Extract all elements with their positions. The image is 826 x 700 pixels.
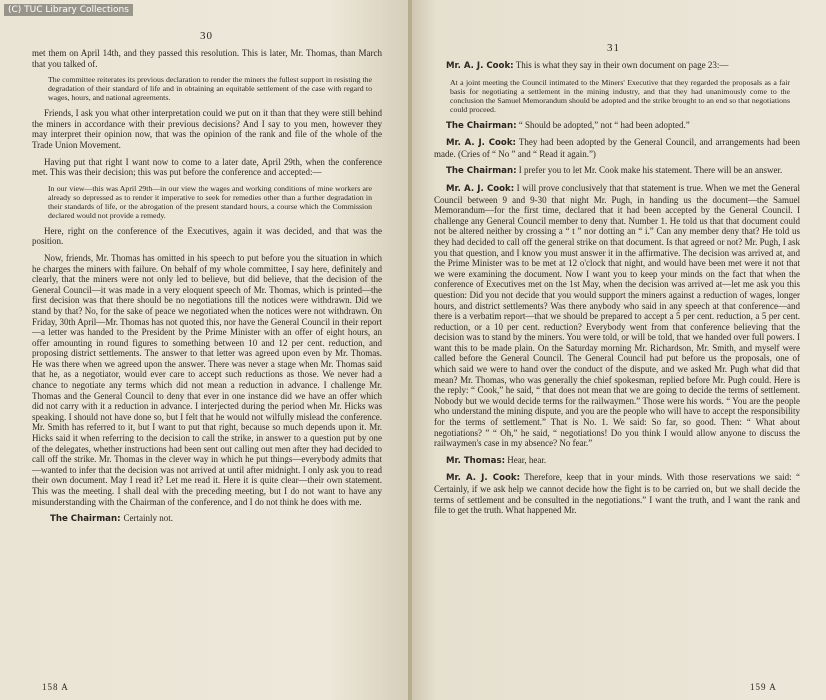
paragraph: Now, friends, Mr. Thomas has omitted in his speech to put before you the situation in which he charges the miners with failure. On behalf of my whole committee, I say here, definitely and clearly, that the miners were not only led to believe, but did believe, that the decision of the General Council—it was made in a very eloquent speech of Mr. Thomas, which is printed—the first decision was that there should be no negotiations till the notices were withdrawn. Did we stand by that? No, for the sake of peace we negotiated when the notices were not withdrawn. On Friday, 30th April—Mr. Thomas has not quoted this, nor have the General Council in their report—a letter was handed to the President by the Prime Minister with an offer of eight hours, an offer amounting in round figures to something between 10 and 12 per cent. reduction, and proposing district settlements. The answer to that letter was agreed upon even by Mr. Thomas. He was there when we agreed upon the answer. There was never a stage when Mr. Thomas said that he, as a negotiator, would ever care to accept such reductions as those. We never had a chance to negotiate any terms which did not mean a reduction in advance. I challenge Mr. Thomas and the General Council to deny that ever in one instance did we have an offer which did not carry with it a reduction in advance. I interjected during the period when Mr. Hicks was speaking. I should not have done so, but I felt that he would not wilfully mislead the conference. Mr. Smith has referred to it, but I want to put that right, because so much depends upon it. Mr. Hicks said it when referring to the decision to call the strike, in answer to a question put by one of the delegates, whether instructions had been sent out calling out men after they had decided to call off the strike. Mr. Thomas in the clever way in which he put things—everybody admits that—wanted to infer that the decision was not arrived at until after midnight. I only ask you to read their own document. May I read it? Let me read it. Here it is quite clear—their own statement. This was the meeting. I shall deal with the preceding meeting, but I do not want to have any misunderstanding with the Chairman of the conference, and I do not think he does with me. — [32, 252, 382, 507]
quoted-resolution: The committee reiterates its previous declaration to render the miners the fullest support in resisting the degradation of their standard of life and in obtaining an equitable settlement of the case with regard to wages, hours, and national agreements. — [48, 75, 372, 103]
speech-text: Therefore, keep that in your minds. With those reservations we said: “ Certainly, if we ask help we cannot decide how the fight is to be carried on, but we shall decide the terms of settlement and be consulted in the negotiations.” I want the truth, and I want the rank and file to get the truth. What happened Mr. — [434, 472, 801, 516]
speech-text: This is what they say in their own document on page 23:— — [515, 60, 729, 70]
left-page-number: 30 — [200, 30, 213, 42]
speaker-name: Mr. A. J. Cook: — [446, 138, 516, 149]
speaker-name: The Chairman: — [446, 120, 517, 131]
paragraph: Friends, I ask you what other interpretation could we put on it than that they were still behind the miners in accordance with their previous decisions? And I say to you men, however they may interpret their opinion now, that was the opinion of the rank and file of the whole of the Trade Union Movement. — [32, 108, 382, 150]
speech-text: They had been adopted by the General Council, and arrangements had been made. (Cries of “ No ” and “ Read it again.”) — [434, 137, 801, 159]
speech-paragraph — [434, 60, 800, 72]
right-page — [412, 0, 826, 700]
speech-text: Certainly not. — [123, 513, 174, 524]
speech-paragraph — [434, 183, 800, 449]
left-page — [0, 0, 410, 700]
quoted-document: At a joint meeting the Council intimated to the Miners' Executive that they regarded the proposals as a fair basis for negotiating a settlement in the mining industry, and that they had unanimously come to the conclusion the Samuel Memorandum should be adopted and the strike brought to an end so that negotiations could proceed. — [450, 77, 790, 114]
speech-text: “ Should be adopted,” not “ had been adopted.” — [518, 119, 690, 130]
paragraph: Here, right on the conference of the Executives, again it was decided, and that was the position. — [32, 225, 382, 247]
speech-paragraph — [434, 137, 800, 159]
speech-text: I will prove conclusively that that statement is true. When we met the General Council between 9 and 9-30 that night Mr. Pugh, in handing us the document—the Samuel Memorandum—for the first time, declared that it had been accepted by the General Council. I challenge any General Council member to deny that. Number 1. He told us that that document could not be altered neither by crossing a “ t ” nor dotting an “ i.” Can any member deny that? He told us they had decided to call off the general strike on that document. Is that agreed or not? Mr. Pugh, I ask you that question, and I know you must answer it in the affirmative. The decision was arrived at, and the Prime Minister was to be met at 12 o'clock that night, and would have been met were it not that we were examining the document. Now I want you to keep your minds on the fact that when the conference of Executives met on the 1st May, when the decision was arrived at—let me ask you this question: Did you not decide that you would support the miners against a reduction of wages, longer hours, and district settlements? Was there anybody who said in any speech at that conference—and there is a verbatim report—that we should be prepared to accept a 5 per cent. reduction, a 5 per cent. reduction, or a 10 per cent. reduction? Everybody went from that conference believing that the decision was to stand by the miners. You were told, or will be told, that we handed over full powers. I want this to be made plain. On the Saturday morning Mr. Richardson, Mr. Smith, and myself were called before the General Council. The General Council had put before us the proposals, one of which said we were to hand over the conduct of the dispute, and we asked Mr. Pugh what did that mean? Mr. Thomas, who was generally the chief spokesman, replied before Mr. Pugh could. Here is the reply: “ Cook,” he said, “ that does not mean that we are going to decide the terms of settlement. Nobody but we would decide terms for the railwaymen.” Those were his words. “ You are the people who understand the mining dispute, and you are the people who will have to accept the responsibility for the terms of settlement.” That is No. 1. We said: So far, so good. Then: “ What about negotiations? ” “ Oh,” he said, “ negotiations! Do you think I would allow anyone to discuss the railwaymen's case in my absence? No fear.” — [434, 182, 801, 449]
speaker-name: Mr. A. J. Cook: — [446, 61, 514, 71]
speech-paragraph — [434, 455, 800, 467]
right-page-number: 31 — [607, 42, 620, 54]
right-page-body — [434, 60, 800, 522]
speech-text: Hear, hear. — [507, 454, 547, 465]
speaker-name: Mr. A. J. Cook: — [446, 473, 521, 484]
paragraph: Having put that right I want now to come to a later date, April 29th, when the conference met. This was their decision; this was put before the conference and accepted:— — [32, 156, 382, 178]
speech-paragraph — [434, 120, 800, 132]
speech-paragraph — [434, 472, 800, 515]
left-footer-mark: 158 A — [42, 682, 69, 692]
speech-text: I prefer you to let Mr. Cook make his statement. There will be an answer. — [518, 165, 783, 176]
paragraph: met them on April 14th, and they passed this resolution. This is later, Mr. Thomas, than March that you talked of. — [32, 48, 382, 69]
speaker-name: The Chairman: — [50, 514, 121, 525]
speech-paragraph — [434, 165, 800, 177]
speaker-line — [50, 513, 382, 525]
speaker-name: The Chairman: — [446, 166, 517, 177]
right-footer-mark: 159 A — [750, 682, 777, 692]
speaker-name: Mr. Thomas: — [446, 455, 506, 466]
quoted-decision: In our view—this was April 29th—in our view the wages and working conditions of mine workers are already so depressed as to render it imperative to seek for remedies other than a further degradation in their standards of life, or the abrogation of the present standard hours, a course which the Commission declared would not provide a remedy. — [48, 183, 372, 220]
left-page-body — [32, 48, 382, 531]
speaker-name: Mr. A. J. Cook: — [446, 183, 515, 194]
watermark: (C) TUC Library Collections — [4, 4, 133, 16]
